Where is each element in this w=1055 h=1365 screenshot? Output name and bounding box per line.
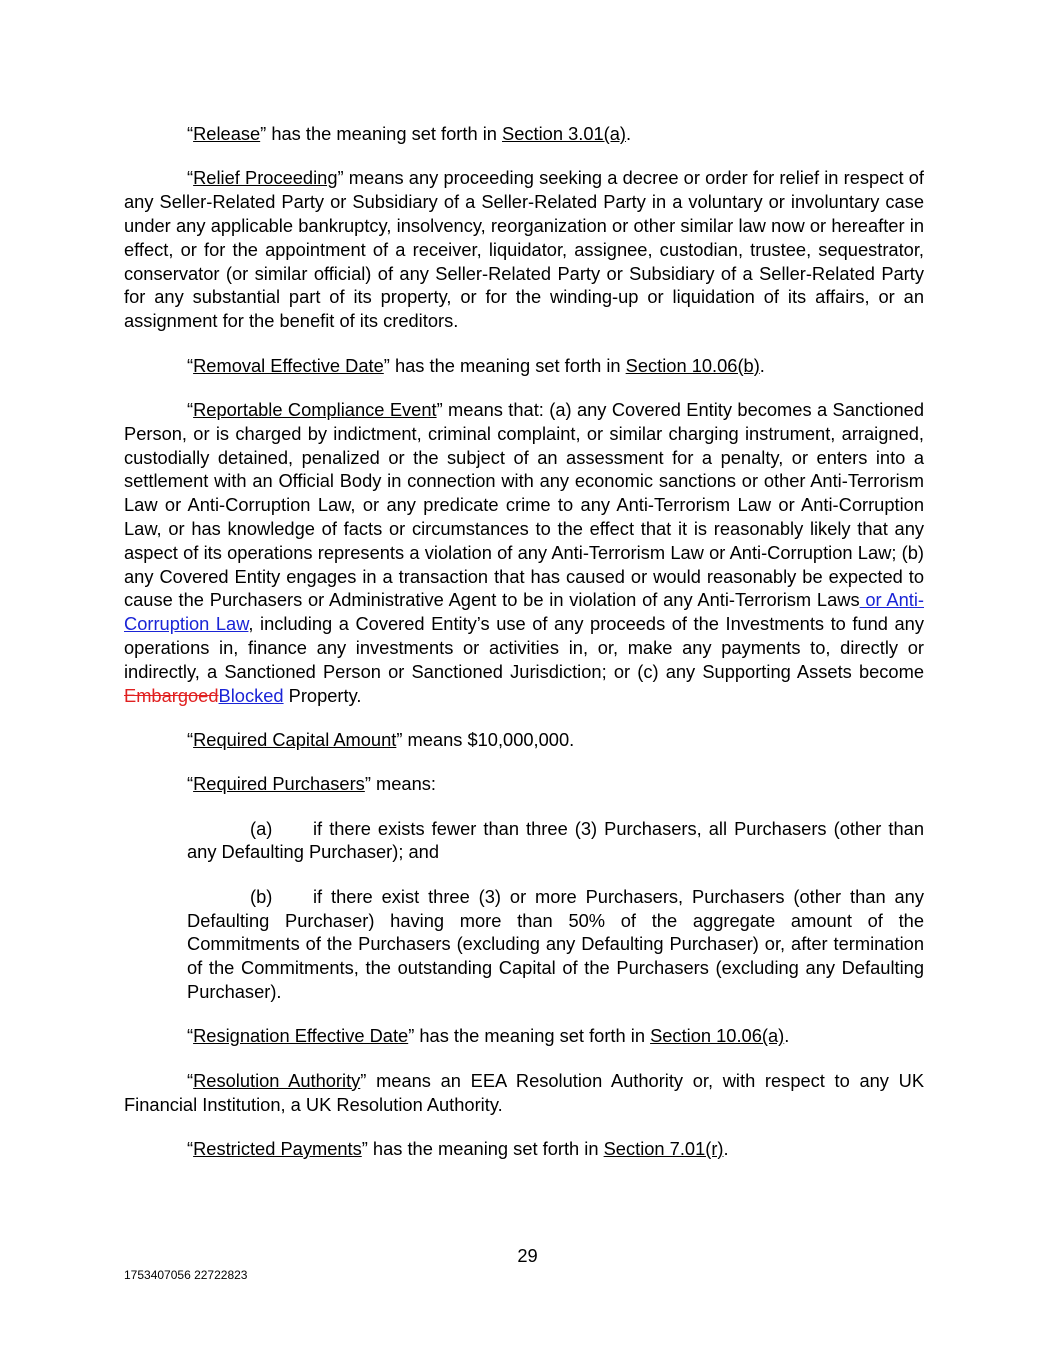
document-id: 1753407056 22722823 <box>124 1268 248 1282</box>
inserted-text: Blocked <box>218 684 284 706</box>
clause-number: (b) <box>250 885 273 907</box>
definition-required-purchasers: “Required Purchasers” means: <box>187 773 436 795</box>
clause-a: (a) if there exists fewer than three (3) Purchasers, all Purchasers (other than any Defaulting Purchaser); and <box>187 817 924 863</box>
definition-required-capital-amount: “Required Capital Amount” means $10,000,000. <box>187 728 575 750</box>
section-reference: Section 7.01(r) <box>603 1138 724 1160</box>
definition-release: “Release” has the meaning set forth in Section 3.01(a). <box>187 123 632 144</box>
clause-number: (a) <box>250 817 273 839</box>
inserted-text: or Anti-Corruption Law <box>124 589 924 635</box>
definition-reportable-compliance-event: “Reportable Compliance Event” means that: (a) any Covered Entity becomes a Sanctioned Person, or is charged by indictment, criminal complaint, or similar charging instrument, arraigned, custodially detained, penalized or the subject of an assessment for a penalty, or enters into a settlement with an Official Body in connection with any economic sanctions or other Anti-Terrorism Law or Anti-Corruption Law, or any predicate crime to any Anti-Terrorism Law or Anti-Corruption Law, or has knowledge of facts or circumstances to the effect that it is reasonably likely that any aspect of its operations represents a violation of any Anti-Terrorism Law or Anti-Corruption Law; (b) any Covered Entity engages in a transaction that has caused or would reasonably be expected to cause the Purchasers or Administrative Agent to be in violation of any Anti-Terrorism Laws or Anti-Corruption Law, including a Covered Entity’s use of any proceeds of the Investments to fund any operations in, finance any investments or activities in, or, make any payments to, directly or indirectly, a Sanctioned Person or Sanctioned Jurisdiction; or (c) any Supporting Assets become EmbargoedBlocked Property. <box>124 398 924 706</box>
section-reference: Section 3.01(a) <box>502 123 627 144</box>
section-reference: Section 10.06(a) <box>650 1025 785 1047</box>
defined-term: Relief Proceeding <box>193 167 338 189</box>
defined-term: Restricted Payments <box>193 1138 362 1160</box>
defined-term: Required Purchasers <box>193 773 365 795</box>
definition-relief-proceeding: “Relief Proceeding” means any proceeding seeking a decree or order for relief in respect of any Seller-Related Party or Subsidiary of a Seller-Related Party in a voluntary or involuntary case under any applicable bankruptcy, insolvency, reorganization or other similar law now or hereafter in effect, or for the appointment of a receiver, liquidator, assignee, custodian, trustee, sequestrator, conservator (or similar official) of any Seller-Related Party or Subsidiary of a Seller-Related Party for any substantial part of its property, or for the winding-up or liquidation of its affairs, or an assignment for the benefit of its creditors. <box>124 167 924 332</box>
defined-term: Resolution Authority <box>193 1069 361 1091</box>
clause-b: (b) if there exist three (3) or more Purchasers, Purchasers (other than any Defaulting Purchaser) having more than 50% of the aggregate amount of the Commitments of the Purchasers (excluding any Defaulting Purchaser) or, after termination of the Commitments, the outstanding Capital of the Purchasers (excluding any Defaulting Purchaser). <box>187 885 924 1003</box>
defined-term: Resignation Effective Date <box>193 1025 409 1047</box>
definition-restricted-payments: “Restricted Payments” has the meaning set forth in Section 7.01(r). <box>187 1138 729 1160</box>
defined-term: Release <box>193 123 261 144</box>
deleted-text: Embargoed <box>124 684 219 706</box>
document-body <box>124 122 924 1181</box>
section-reference: Section 10.06(b) <box>625 354 760 376</box>
page-number: 29 <box>517 1245 538 1266</box>
defined-term: Required Capital Amount <box>193 728 397 750</box>
definition-resignation-effective-date: “Resignation Effective Date” has the meaning set forth in Section 10.06(a). <box>187 1025 790 1047</box>
definition-resolution-authority: “Resolution Authority” means an EEA Resolution Authority or, with respect to any UK Financial Institution, a UK Resolution Authority. <box>124 1069 925 1115</box>
defined-term: Reportable Compliance Event <box>193 398 437 420</box>
definition-removal-effective-date: “Removal Effective Date” has the meaning set forth in Section 10.06(b). <box>187 354 765 376</box>
defined-term: Removal Effective Date <box>193 354 384 376</box>
